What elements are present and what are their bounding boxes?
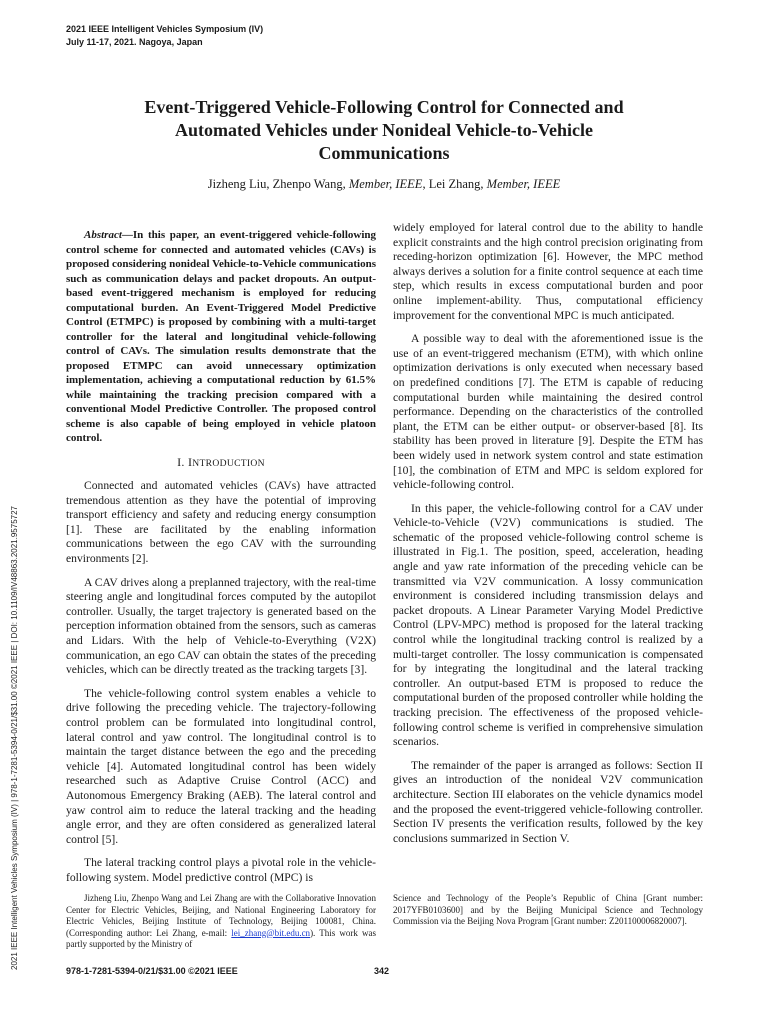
footnote-right [393, 893, 703, 928]
section-heading: I. INTRODUCTION [177, 454, 265, 469]
title-line: Communications [318, 143, 450, 163]
right-column [393, 221, 703, 855]
footnote-text: Jizheng Liu, Zhenpo Wang and Lei Zhang are with the Collaborative Innovation Center for Electric Vehicles, Beijing, and National Engineering Laboratory for Electric Vehicles, Beijing Institute of Technology, Beijing 100081, China. (Corresponding author: Lei Zhang, e-mail: lei_zhang@bit.edu.cn). This work was partly supported by the Ministry of [66, 893, 376, 950]
body-paragraph: The lateral tracking control plays a pivotal role in the vehicle-following system. Model predictive control (MPC) is [66, 856, 376, 884]
left-column [66, 228, 376, 895]
abstract-lead: Abstract [84, 229, 122, 241]
conference-name: 2021 IEEE Intelligent Vehicles Symposium (IV) [66, 24, 264, 34]
author-membership: Member, IEEE [348, 177, 423, 191]
title-line: Event-Triggered Vehicle-Following Control for Connected and [144, 97, 624, 117]
title-line: Automated Vehicles under Nonideal Vehicle-to-Vehicle [174, 120, 593, 140]
body-paragraph: widely employed for lateral control due to the ability to handle explicit constraints and the high control precision originating from receding-horizon optimization [6]. However, the MPC method always derives a solution for a finite control sequence at each time step, which results in excess computational burden and poor online implement-ability. Thus, computational efficiency improvement for the conventional MPC is much anticipated. [393, 221, 703, 322]
conference-dates-location: July 11-17, 2021. Nagoya, Japan [66, 37, 203, 47]
body-paragraph: Connected and automated vehicles (CAVs) have attracted tremendous attention as they have the potential of improving transport efficiency and safety and reducing energy consumption [1]. These are facilitated by the enabling information communications between the ego CAV with the surrounding environments [2]. [66, 479, 376, 566]
body-paragraph: The vehicle-following control system enables a vehicle to drive following the preceding vehicle. The trajectory-following control problem can be formulated into longitudinal control, lateral control and yaw control. The longitudinal control is to maintain the target distance between the ego and the preceding vehicle [4]. Automated longitudinal control has been widely researched such as Adaptive Cruise Control (ACC) and Autonomous Emergency Braking (AEB). The lateral control and yaw control aim to reduce the lateral tracking and the heading angle error, and they are often considered as generalized lateral control [5]. [66, 686, 376, 846]
author-membership: Member, IEEE [486, 177, 561, 191]
footnote-text: Science and Technology of the People’s Republic of China [Grant number: 2017YFB0103600] and by the Beijing Municipal Science and Technology Commission via the Beijing Nova Program [Grant number: Z201100006820007]. [393, 893, 703, 927]
side-doi-note: 2021 IEEE Intelligent Vehicles Symposium (IV) | 978-1-7281-5394-0/21/$31.00 ©2021 IEEE | DOI: 10.1109/IV48863.2021.9575727 [10, 506, 19, 970]
abstract [66, 228, 376, 446]
abstract-text: —In this paper, an event-triggered vehicle-following control scheme for connected and automated vehicles (CAVs) is proposed considering nonideal Vehicle-to-Vehicle communications such as communication delays and packet dropouts. An output-based event-triggered mechanism is employed for reducing computational burden. An Event-Triggered Model Predictive Control (ETMPC) is proposed by combining with a multi-target controller for the lateral and longitudinal vehicle-following control of CAVs. The simulation results demonstrate that the proposed ETMPC can avoid unnecessary optimization implementation, achieving a computational reduction by 61.5% while maintaining the tracking precision compared with a conventional Model Predictive Controller. The proposed control scheme is also capable of being employed in vehicle platoon control. [66, 229, 376, 444]
author-names: , Lei Zhang, [422, 177, 487, 191]
footer-isbn: 978-1-7281-5394-0/21/$31.00 ©2021 IEEE [66, 966, 238, 976]
email-link[interactable]: lei_zhang@bit.edu.cn [231, 927, 311, 938]
page-number: 342 [374, 966, 390, 976]
footnote-left [66, 893, 376, 951]
paper-title [0, 96, 768, 165]
body-paragraph: A possible way to deal with the aforementioned issue is the use of an event-triggered mechanism (ETM), with which online optimization derivations is only executed when necessary based on predefined conditions [7]. The ETM is capable of reducing computational burden while maintaining the desired control performance. Depending on the characteristics of the controlled plant, the ETM can be either output- or observer-based [8]. Its stability has been proved in literature [9]. Despite the ETM has been widely used in network system control and state estimation [10], the combination of ETM and MPC is seldom explored for vehicle-following control. [393, 332, 703, 492]
body-paragraph: The remainder of the paper is arranged as follows: Section II gives an introduction of the nonideal V2V communication architecture. Section III elaborates on the vehicle dynamics model and the proposed the event-triggered vehicle-following controller. Section IV presents the verification results, followed by the key conclusions summarized in Section V. [393, 758, 703, 845]
body-paragraph: A CAV drives along a preplanned trajectory, with the real-time steering angle and longitudinal forces computed by the autopilot controller. Usually, the target trajectory is generated based on the perception information obtained from the sensors, such as cameras and Lidars. With the help of Vehicle-to-Everything (V2X) communication, an ego CAV can obtain the states of the preceding vehicles, which can be directly treated as the tracking targets [3]. [66, 575, 376, 677]
author-list [0, 177, 768, 192]
conference-header [66, 23, 263, 49]
body-paragraph: In this paper, the vehicle-following control for a CAV under Vehicle-to-Vehicle (V2V) communications is studied. The schematic of the proposed vehicle-following control scheme is illustrated in Fig.1. The position, speed, acceleration, heading angle and yaw rate information of the preceding vehicle can be transmitted via V2V communication. A lossy communication environment is considered including transmission delays and packet dropouts. A Linear Parameter Varying Model Predictive Control (LPV-MPC) method is proposed for the lateral tracking control while the longitudinal tracking control is realized by a multi-target controller. The lossy communication is compensated for by integrating the longitudinal and the lateral tracking controller. An output-based ETM is proposed to reduce the computational burden of the proposed controller while holding the tracking precision. The effectiveness of the proposed vehicle-following control scheme is verified in comprehensive simulation scenarios. [393, 501, 703, 749]
author-names: Jizheng Liu, Zhenpo Wang, [207, 177, 349, 191]
